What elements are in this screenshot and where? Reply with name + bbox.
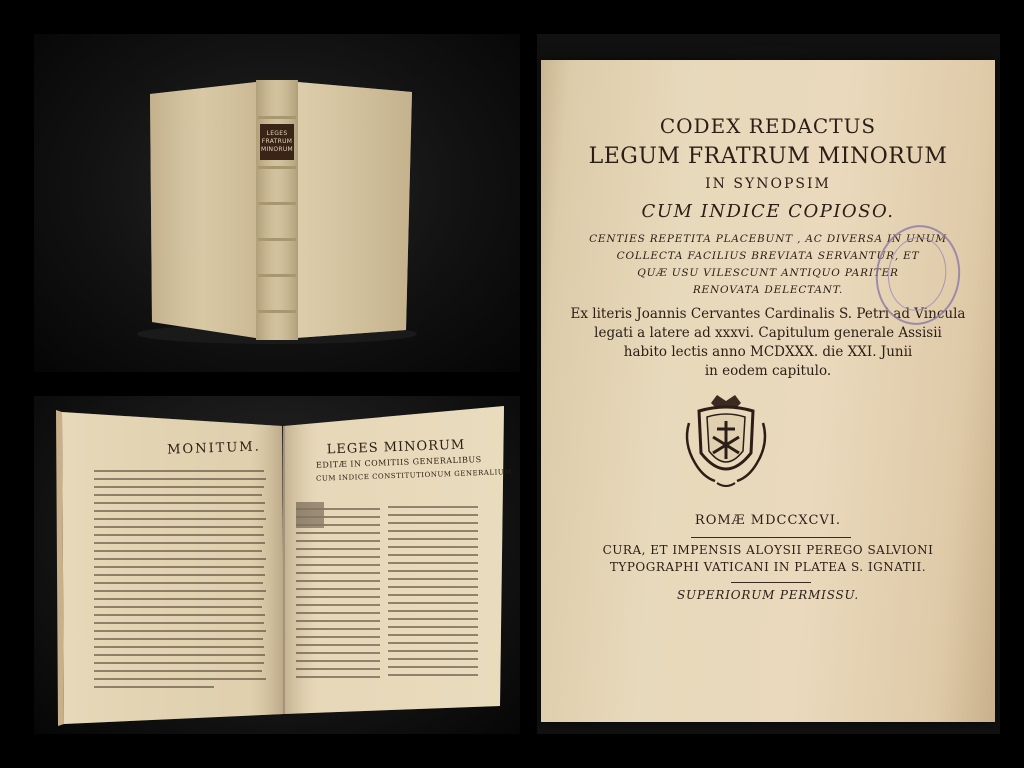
motto-line-4: RENOVATA DELECTANT.	[692, 284, 844, 296]
source-line-1: Ex literis Joannis Cervantes Cardinalis S. Petri ad Vincula	[570, 306, 966, 322]
motto-line-1: CENTIES REPETITA PLACEBUNT , AC DIVERSA IN UNUM	[589, 233, 947, 245]
title-line-4: CUM INDICE COPIOSO.	[641, 201, 895, 222]
right-page-heading: LEGES MINORUM	[326, 437, 466, 458]
imprint-line-2: TYPOGRAPHI VATICANI IN PLATEA S. IGNATII.	[609, 560, 927, 574]
imprint-rule	[691, 537, 851, 538]
title-line-3: IN SYNOPSIM	[705, 176, 831, 192]
open-book-photo	[34, 396, 520, 734]
right-page-subheading-2: CUM INDICE CONSTITUTIONUM GENERALIUM	[315, 467, 513, 483]
right-page-subheading: EDITÆ IN COMITIIS GENERALIBUS	[315, 455, 482, 470]
permission-line: SUPERIORUM PERMISSU.	[677, 588, 859, 602]
closed-book-photo	[34, 34, 520, 372]
title-page	[541, 60, 995, 722]
source-line-2: legati a latere ad xxxvi. Capitulum generale Assisii	[594, 325, 942, 341]
spine-label-line-3: MINORUM	[261, 146, 293, 153]
source-line-3: habito lectis anno MCDXXX. die XXI. Junii	[623, 344, 913, 360]
spine-label-line-1: LEGES	[266, 130, 288, 137]
title-line-2: LEGUM FRATRUM MINORUM	[588, 144, 948, 169]
closed-book-drawing	[34, 34, 520, 372]
stamp-inner-ring	[883, 233, 951, 314]
source-line-4: in eodem capitulo.	[704, 363, 832, 379]
spine-label-line-2: FRATRUM	[261, 138, 293, 145]
left-page-heading: MONITUM.	[166, 439, 262, 458]
permission-rule	[731, 582, 811, 583]
coat-of-arms-icon	[681, 393, 771, 491]
spine-label	[260, 130, 294, 154]
title-line-1: CODEX REDACTUS	[659, 114, 877, 138]
motto-line-2: COLLECTA FACILIUS BREVIATA SERVANTUR, ET	[616, 250, 920, 262]
title-page-photo	[537, 34, 1000, 734]
imprint-place-date: ROMÆ MDCCXCVI.	[694, 513, 842, 528]
motto-line-3: QUÆ USU VILESCUNT ANTIQUO PARITER	[637, 267, 899, 279]
imprint-line-1: CURA, ET IMPENSIS ALOYSII PEREGO SALVIONI	[602, 543, 934, 557]
